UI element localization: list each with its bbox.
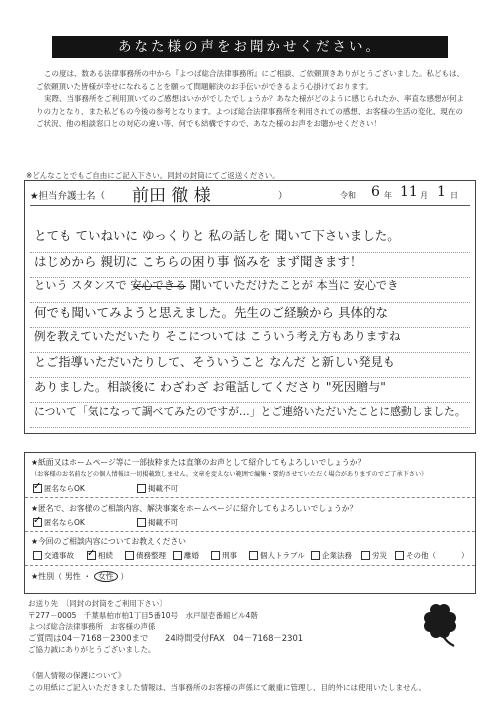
- option-criminal[interactable]: [211, 550, 237, 561]
- option-no-publish[interactable]: [137, 517, 178, 528]
- questions-divider: [25, 565, 475, 566]
- thanks-message: ご協力誠にありがとうございました。: [28, 645, 156, 654]
- intro-paragraph: 実際、当事務所をご利用頂いてのご感想はいかがでしたでしょうか？あなた様がどのように感じられたか、率直な感想が何よりの力となり、また私どもの今後の参考となります。よつば総合法律事務所を利用されての感想、お客様の生活の変化、現在のご状況、他の相談窓口との対応の違い等、何でも結構ですので、あなた様のお声をお聴かせください！: [36, 94, 464, 129]
- option-workers-comp[interactable]: [361, 550, 387, 561]
- lawyer-close-paren: ）: [278, 191, 288, 202]
- gender-separator: ・: [83, 572, 92, 581]
- date-year: 6: [371, 184, 380, 200]
- option-label: 債務整理: [136, 551, 166, 560]
- option-label: 労災: [372, 551, 387, 560]
- option-label: 交通事故: [44, 551, 74, 560]
- option-label: 匿名ならOK: [44, 484, 85, 493]
- question-case-publish: ★匿名で、お客様のご相談内容、解決事案をホームページに紹介してもよろしいでしょうか？: [31, 504, 358, 513]
- contact-phone-fax: ご質問は04－7168－2300まで 24時間受付FAX 04－7168－2301: [28, 632, 304, 643]
- handwritten-line: とご指導いただいたりして、そういうこと なんだ と新しい発見も: [34, 355, 395, 369]
- privacy-text: この用紙にご記入いただきました情報は、当事務所のお客様の声係にて厳重に管理し、目的外には使用いたしません。: [28, 682, 426, 692]
- address: 〒277－0005 千葉県柏市柏1丁目5番10号 水戸屋壱番館ビル4階: [28, 610, 258, 620]
- gender-label: ★性別（: [31, 572, 63, 581]
- question-consult-type: ★今回のご相談内容についてお教えください: [31, 537, 186, 546]
- checkbox[interactable]: [33, 551, 42, 560]
- lawyer-name: 前田 徹 様: [132, 186, 211, 206]
- option-label: 個人トラブル: [260, 551, 305, 560]
- option-personal-trouble[interactable]: [249, 550, 305, 561]
- option-anonymous-ok[interactable]: [33, 480, 85, 494]
- gender-row: [31, 571, 128, 582]
- option-other-close: ）: [461, 551, 469, 560]
- form-header-divider: [30, 205, 470, 206]
- checkmark-icon: ✓: [87, 547, 96, 559]
- office-name: よつば総合法律事務所 お客様の声係: [28, 622, 156, 631]
- questions-box: [24, 452, 476, 594]
- handwritten-line: 例を教えていただいたり そこについては こういう考え方もありますね: [34, 329, 401, 343]
- option-traffic-accident[interactable]: [33, 550, 74, 561]
- option-label: 掲載不可: [148, 484, 178, 493]
- checkbox[interactable]: [125, 551, 134, 560]
- question-publish: ★紙面又はホームページ等に一部抜粋または直筆のお声として紹介してもよろしいでしょうか？: [31, 458, 366, 467]
- ruled-line: [30, 427, 470, 428]
- date-month-unit: 月: [420, 191, 428, 200]
- checkbox[interactable]: [311, 551, 320, 560]
- strikethrough-mark: [134, 286, 186, 287]
- clover-logo-icon: [420, 600, 464, 648]
- checkbox[interactable]: [211, 551, 220, 560]
- checkbox-checked[interactable]: [33, 514, 42, 527]
- date-day-unit: 日: [450, 191, 458, 200]
- gender-male[interactable]: 男性: [64, 572, 81, 581]
- checkmark-icon: ✓: [33, 480, 42, 492]
- date-month: 11: [400, 184, 418, 200]
- date-year-unit: 年: [384, 191, 392, 200]
- option-corporate[interactable]: [311, 550, 352, 561]
- intro-paragraph: この度は、数ある法律事務所の中から『よつば総合法律事務所』にご相談、ご依頼頂きありがとうございました。私どもは、ご依頼頂いた皆様が幸せになれることを願って問題解決のお手伝いができるよう心掛けております。: [36, 69, 464, 91]
- handwritten-line: という スタンスで 安心できる 聞いていただけたことが 本当に 安心でき: [34, 279, 399, 292]
- gender-female-circled[interactable]: 女性: [94, 571, 118, 582]
- option-label: その他（: [406, 551, 436, 560]
- checkbox[interactable]: [137, 484, 146, 493]
- privacy-section: [28, 670, 468, 693]
- option-no-publish[interactable]: [137, 483, 178, 494]
- checkbox-checked[interactable]: [87, 547, 96, 560]
- option-label: 企業法務: [322, 551, 352, 560]
- option-label: 離婚: [184, 551, 199, 560]
- instruction-note: ※どんなことでもご自由にご記入下さい。同封の封筒にてご返送ください。: [26, 171, 280, 180]
- footer-contact: [28, 598, 428, 656]
- option-anonymous-ok[interactable]: [33, 514, 85, 528]
- handwritten-line: はじめから 親切に こちらの困り事 悩みを まず聞きます！: [34, 254, 363, 269]
- checkbox-checked[interactable]: [33, 480, 42, 493]
- option-divorce[interactable]: [173, 550, 199, 561]
- lawyer-label: ★担当弁護士名（: [30, 191, 106, 202]
- option-label: 刑事: [222, 551, 237, 560]
- handwritten-line: 何でも聞いてみようと思えました。先生のご経験から 具体的な: [34, 305, 388, 320]
- checkbox[interactable]: [361, 551, 370, 560]
- questions-divider: [25, 497, 475, 498]
- option-label: 匿名ならOK: [44, 518, 85, 527]
- checkmark-icon: ✓: [33, 514, 42, 526]
- date-day: 1: [437, 184, 446, 200]
- option-other[interactable]: [395, 550, 436, 561]
- option-label: 掲載不可: [148, 518, 178, 527]
- option-inheritance[interactable]: [87, 547, 113, 561]
- handwritten-line: について「気になって調べてみたのですが…」とご連絡いただいたことに感動しました。: [34, 405, 466, 418]
- gender-close: ）: [120, 572, 129, 581]
- option-label: 相続: [98, 551, 113, 560]
- handwritten-line: ありました。相談後に わざわざ お電話してくださり "死因贈与": [34, 380, 386, 394]
- handwritten-line: とても ていねいに ゆっくりと 私の話しを 聞いて下さいました。: [34, 228, 400, 243]
- ruled-line: [30, 402, 470, 403]
- privacy-title: 《個人情報の保護について》: [28, 671, 126, 680]
- page-title-banner: あなた様の声をお聞かせください。: [52, 36, 448, 58]
- checkbox[interactable]: [137, 518, 146, 527]
- intro-text: [36, 68, 466, 131]
- send-to-label: お送り先 〔同封の封筒をご利用下さい〕: [28, 599, 167, 608]
- questions-divider: [25, 531, 475, 532]
- option-debt[interactable]: [125, 550, 166, 561]
- checkbox[interactable]: [395, 551, 404, 560]
- question-publish-note: （お客様のお名前などの個人情報は一切掲載致しません。文章を変えない範囲で編集・要約させていただく場合がありますのでご了承下さい）: [31, 471, 428, 478]
- checkbox[interactable]: [173, 551, 182, 560]
- checkbox[interactable]: [249, 551, 258, 560]
- date-era: 令和: [340, 191, 356, 200]
